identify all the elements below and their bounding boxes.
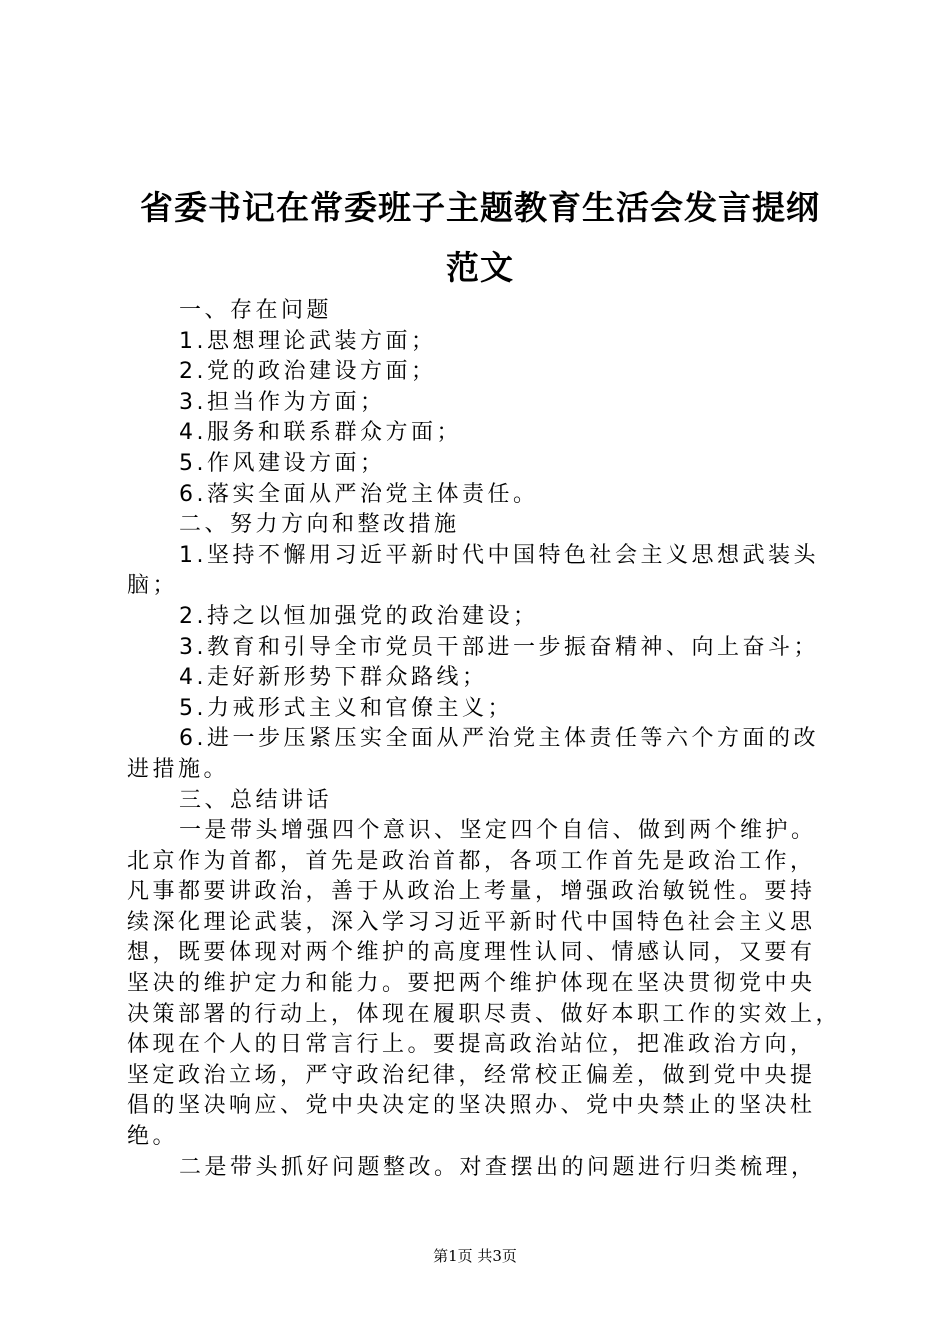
body-line: 二是带头抓好问题整改。对查摆出的问题进行归类梳理，	[179, 1154, 817, 1180]
body-line: 决策部署的行动上，体现在履职尽责、做好本职工作的实效上，	[127, 1001, 842, 1027]
page-footer: 第1页 共3页	[433, 1247, 517, 1265]
body-line: 2.持之以恒加强党的政治建设；	[179, 603, 539, 629]
body-line: 二、努力方向和整改措施	[179, 512, 460, 538]
body-line: 凡事都要讲政治，善于从政治上考量，增强政治敏锐性。要持	[127, 879, 816, 905]
body-line: 进措施。	[127, 756, 230, 782]
body-line: 2.党的政治建设方面；	[179, 359, 437, 385]
document-title: 省委书记在常委班子主题教育生活会发言提纲	[140, 188, 820, 227]
body-line: 6.落实全面从严治党主体责任。	[179, 481, 539, 507]
body-line: 3.教育和引导全市党员干部进一步振奋精神、向上奋斗；	[179, 634, 819, 660]
body-line: 三、总结讲话	[179, 787, 333, 813]
body-line: 坚决的维护定力和能力。要把两个维护体现在坚决贯彻党中央	[127, 971, 816, 997]
body-line: 续深化理论武装，深入学习习近平新时代中国特色社会主义思	[127, 909, 816, 935]
body-line: 一、存在问题	[179, 298, 333, 323]
body-line: 4.服务和联系群众方面；	[179, 420, 462, 446]
body-line: 北京作为首都，首先是政治首都，各项工作首先是政治工作，	[127, 848, 816, 874]
body-line: 绝。	[127, 1124, 179, 1150]
body-line: 脑；	[127, 573, 179, 599]
body-line: 1.坚持不懈用习近平新时代中国特色社会主义思想武装头	[179, 542, 819, 568]
body-line: 坚定政治立场，严守政治纪律，经常校正偏差，做到党中央提	[127, 1062, 816, 1088]
body-line: 3.担当作为方面；	[179, 389, 386, 415]
body-line: 6.进一步压紧压实全面从严治党主体责任等六个方面的改	[179, 726, 819, 752]
document-title-continued: 范文	[446, 248, 514, 287]
body-line: 一是带头增强四个意识、坚定四个自信、做到两个维护。	[179, 818, 817, 844]
document-body	[127, 296, 842, 1183]
body-line: 4.走好新形势下群众路线；	[179, 665, 488, 691]
body-line: 1.思想理论武装方面；	[179, 328, 437, 354]
body-line: 5.作风建设方面；	[179, 450, 386, 476]
body-line: 倡的坚决响应、党中央决定的坚决照办、党中央禁止的坚决杜	[127, 1093, 816, 1119]
body-line: 5.力戒形式主义和官僚主义；	[179, 695, 513, 721]
body-line: 体现在个人的日常言行上。要提高政治站位，把准政治方向，	[127, 1032, 816, 1058]
body-line: 想，既要体现对两个维护的高度理性认同、情感认同，又要有	[127, 940, 816, 966]
